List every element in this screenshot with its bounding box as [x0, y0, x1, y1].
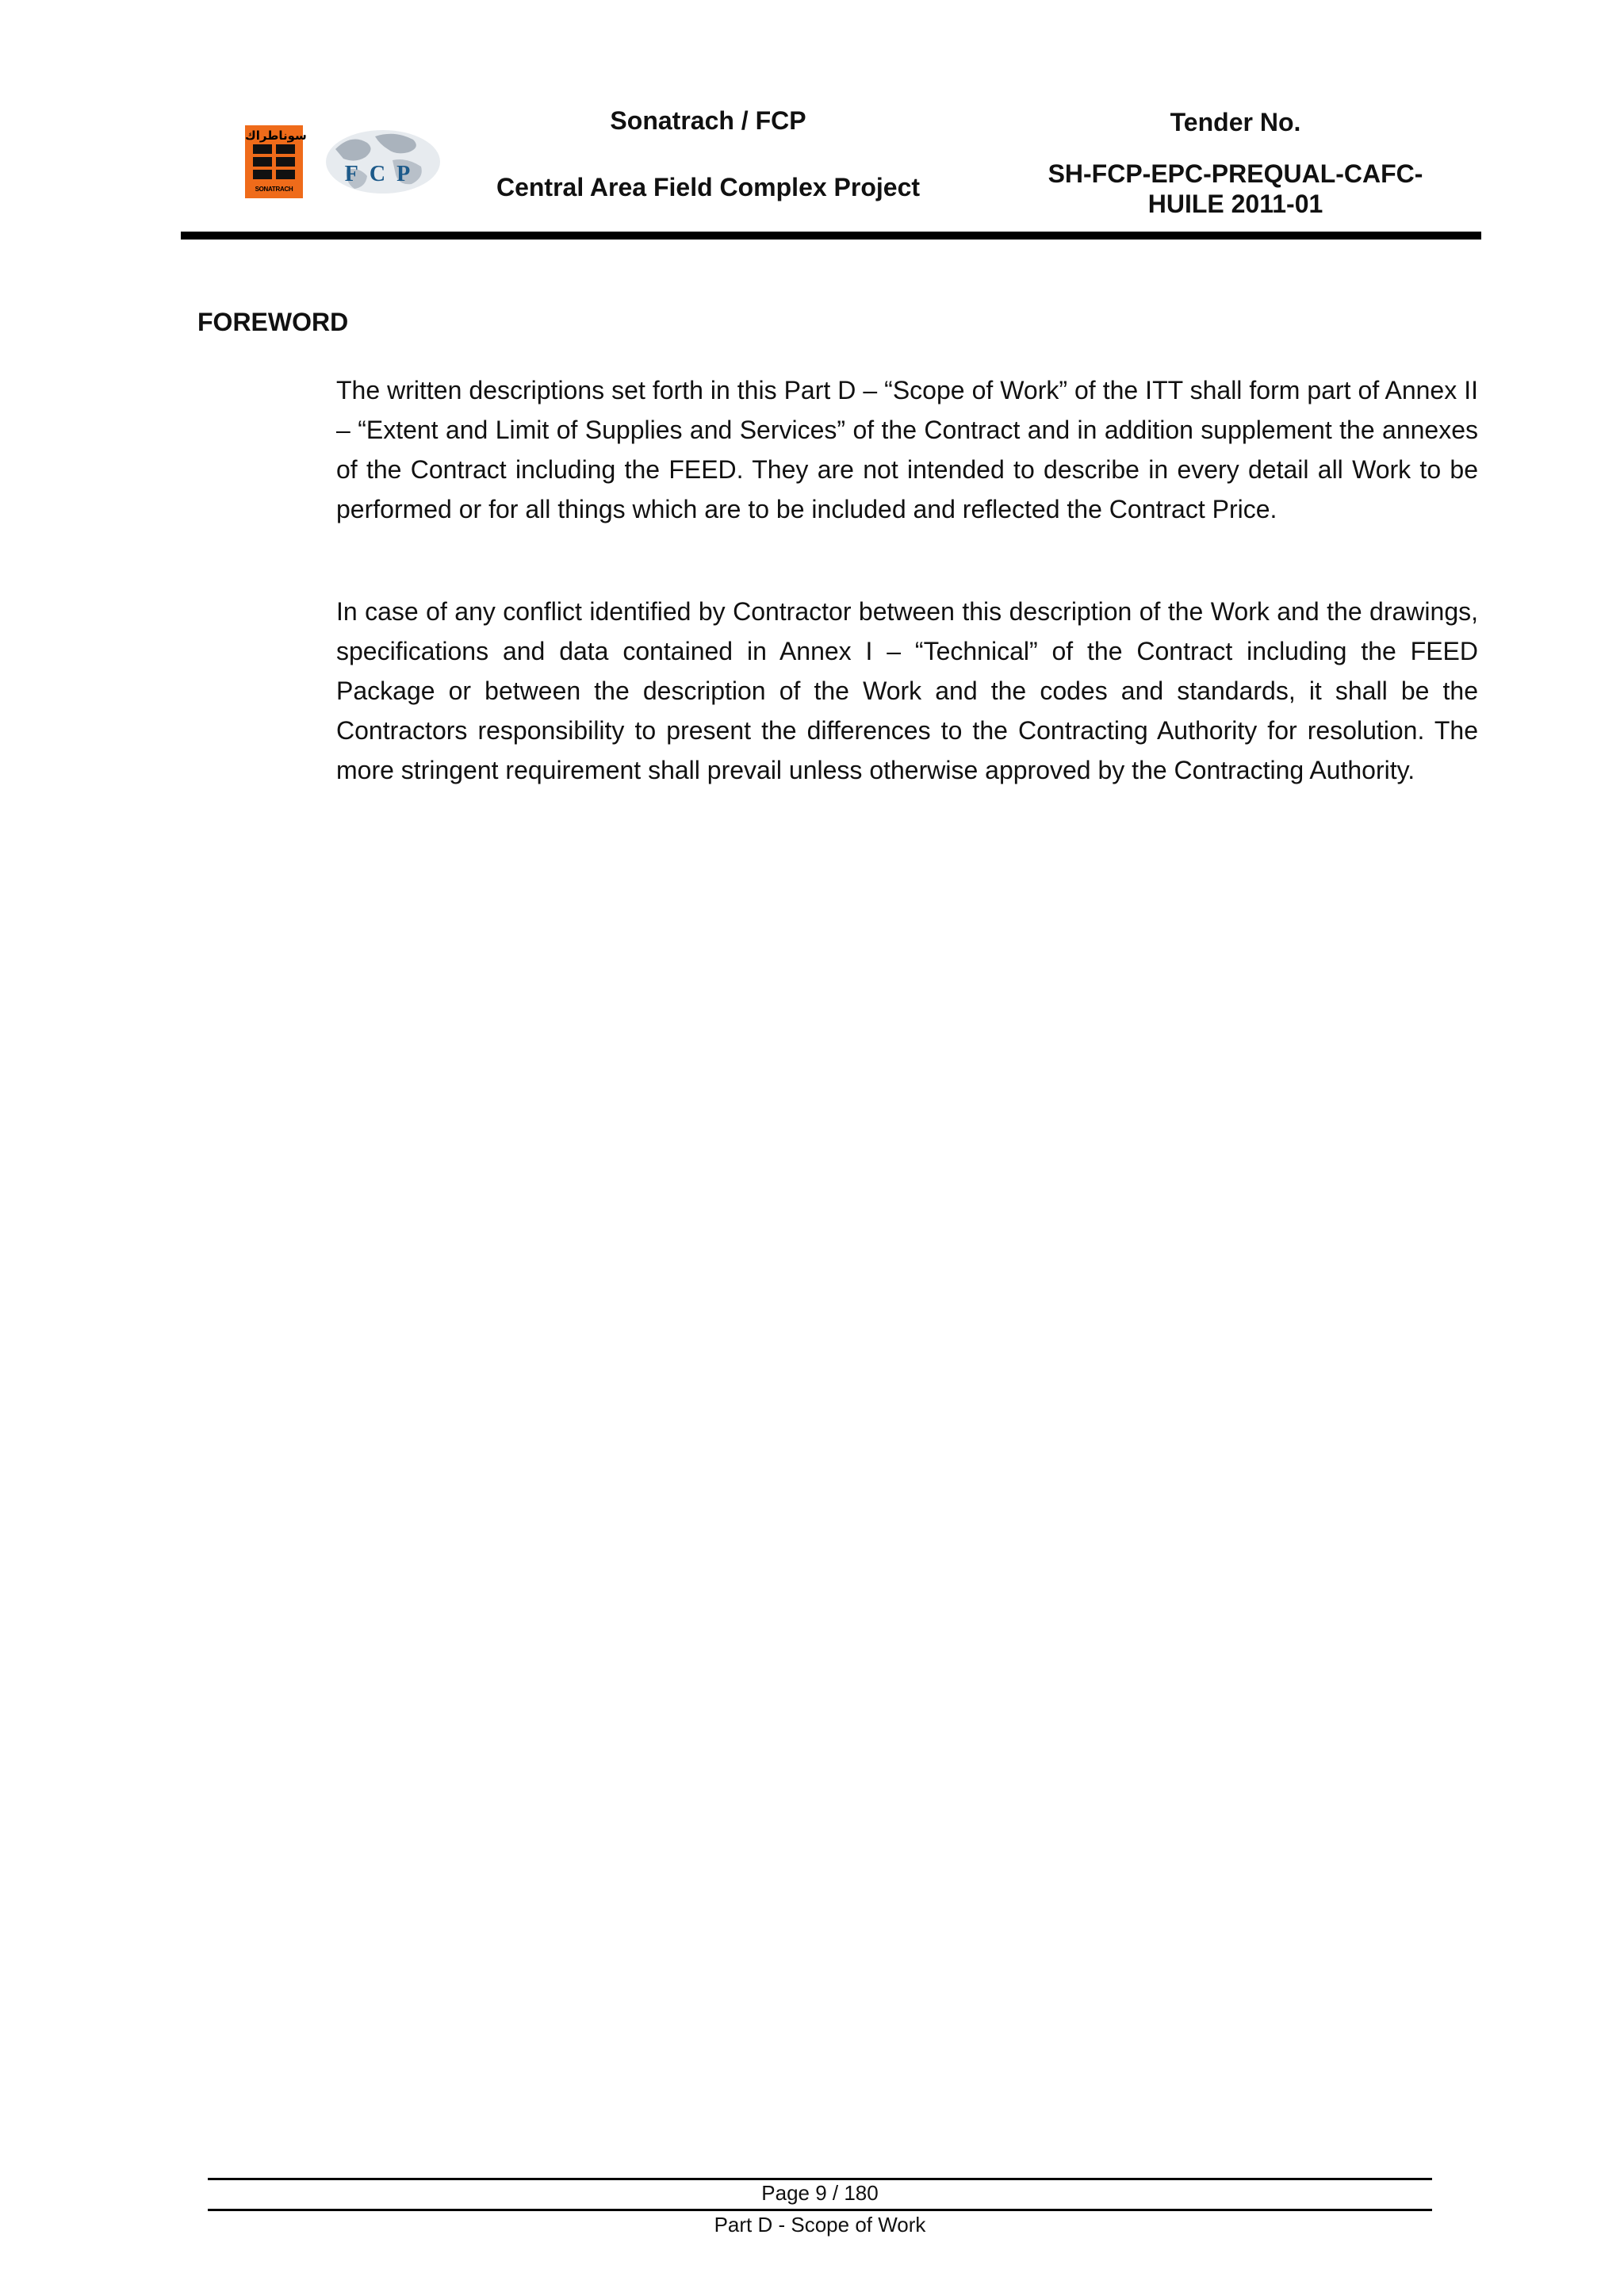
page-header — [181, 103, 1481, 240]
sonatrach-logo-brand: SONATRACH — [255, 186, 293, 193]
fcp-logo — [320, 125, 446, 198]
header-tender-number: SH-FCP-EPC-PREQUAL-CAFC-HUILE 2011-01 — [1048, 159, 1423, 218]
fcp-logo-letters: FCP — [344, 162, 422, 186]
header-project: Central Area Field Complex Project — [496, 173, 921, 201]
body-paragraph: In case of any conflict identified by Contractor between this description of the Work and the drawings, specifications and data contained in Annex I – “Technical” of the Contract including the FEED Package or between the description of the Work and the codes and standards, it shall be the Contractors responsibility to present the differences to the Contracting Authority for resolution. The more stringent requirement shall prevail unless otherwise approved by the Contracting Authority. — [336, 597, 1478, 784]
header-company: Sonatrach / FCP — [610, 106, 806, 135]
footer-part-title: Part D - Scope of Work — [714, 2213, 926, 2237]
footer-divider-top — [208, 2178, 1432, 2180]
sonatrach-logo-arabic: سوناطراك — [245, 128, 307, 143]
footer-page-number: Page 9 / 180 — [761, 2181, 879, 2205]
section-title: FOREWORD — [197, 308, 349, 336]
sonatrach-logo — [245, 125, 307, 198]
footer-divider-bottom — [208, 2209, 1432, 2211]
header-tender-label: Tender No. — [1170, 108, 1301, 136]
body-paragraph: The written descriptions set forth in this Part D – “Scope of Work” of the ITT shall form part of Annex II – “Extent and Limit of Supplies and Services” of the Contract and in addition supplement the annexes of the Contract including the FEED. They are not intended to describe in every detail all Work to be performed or for all things which are to be included and reflected the Contract Price. — [336, 376, 1478, 523]
header-divider — [181, 232, 1481, 240]
sonatrach-mark-icon — [253, 144, 295, 179]
